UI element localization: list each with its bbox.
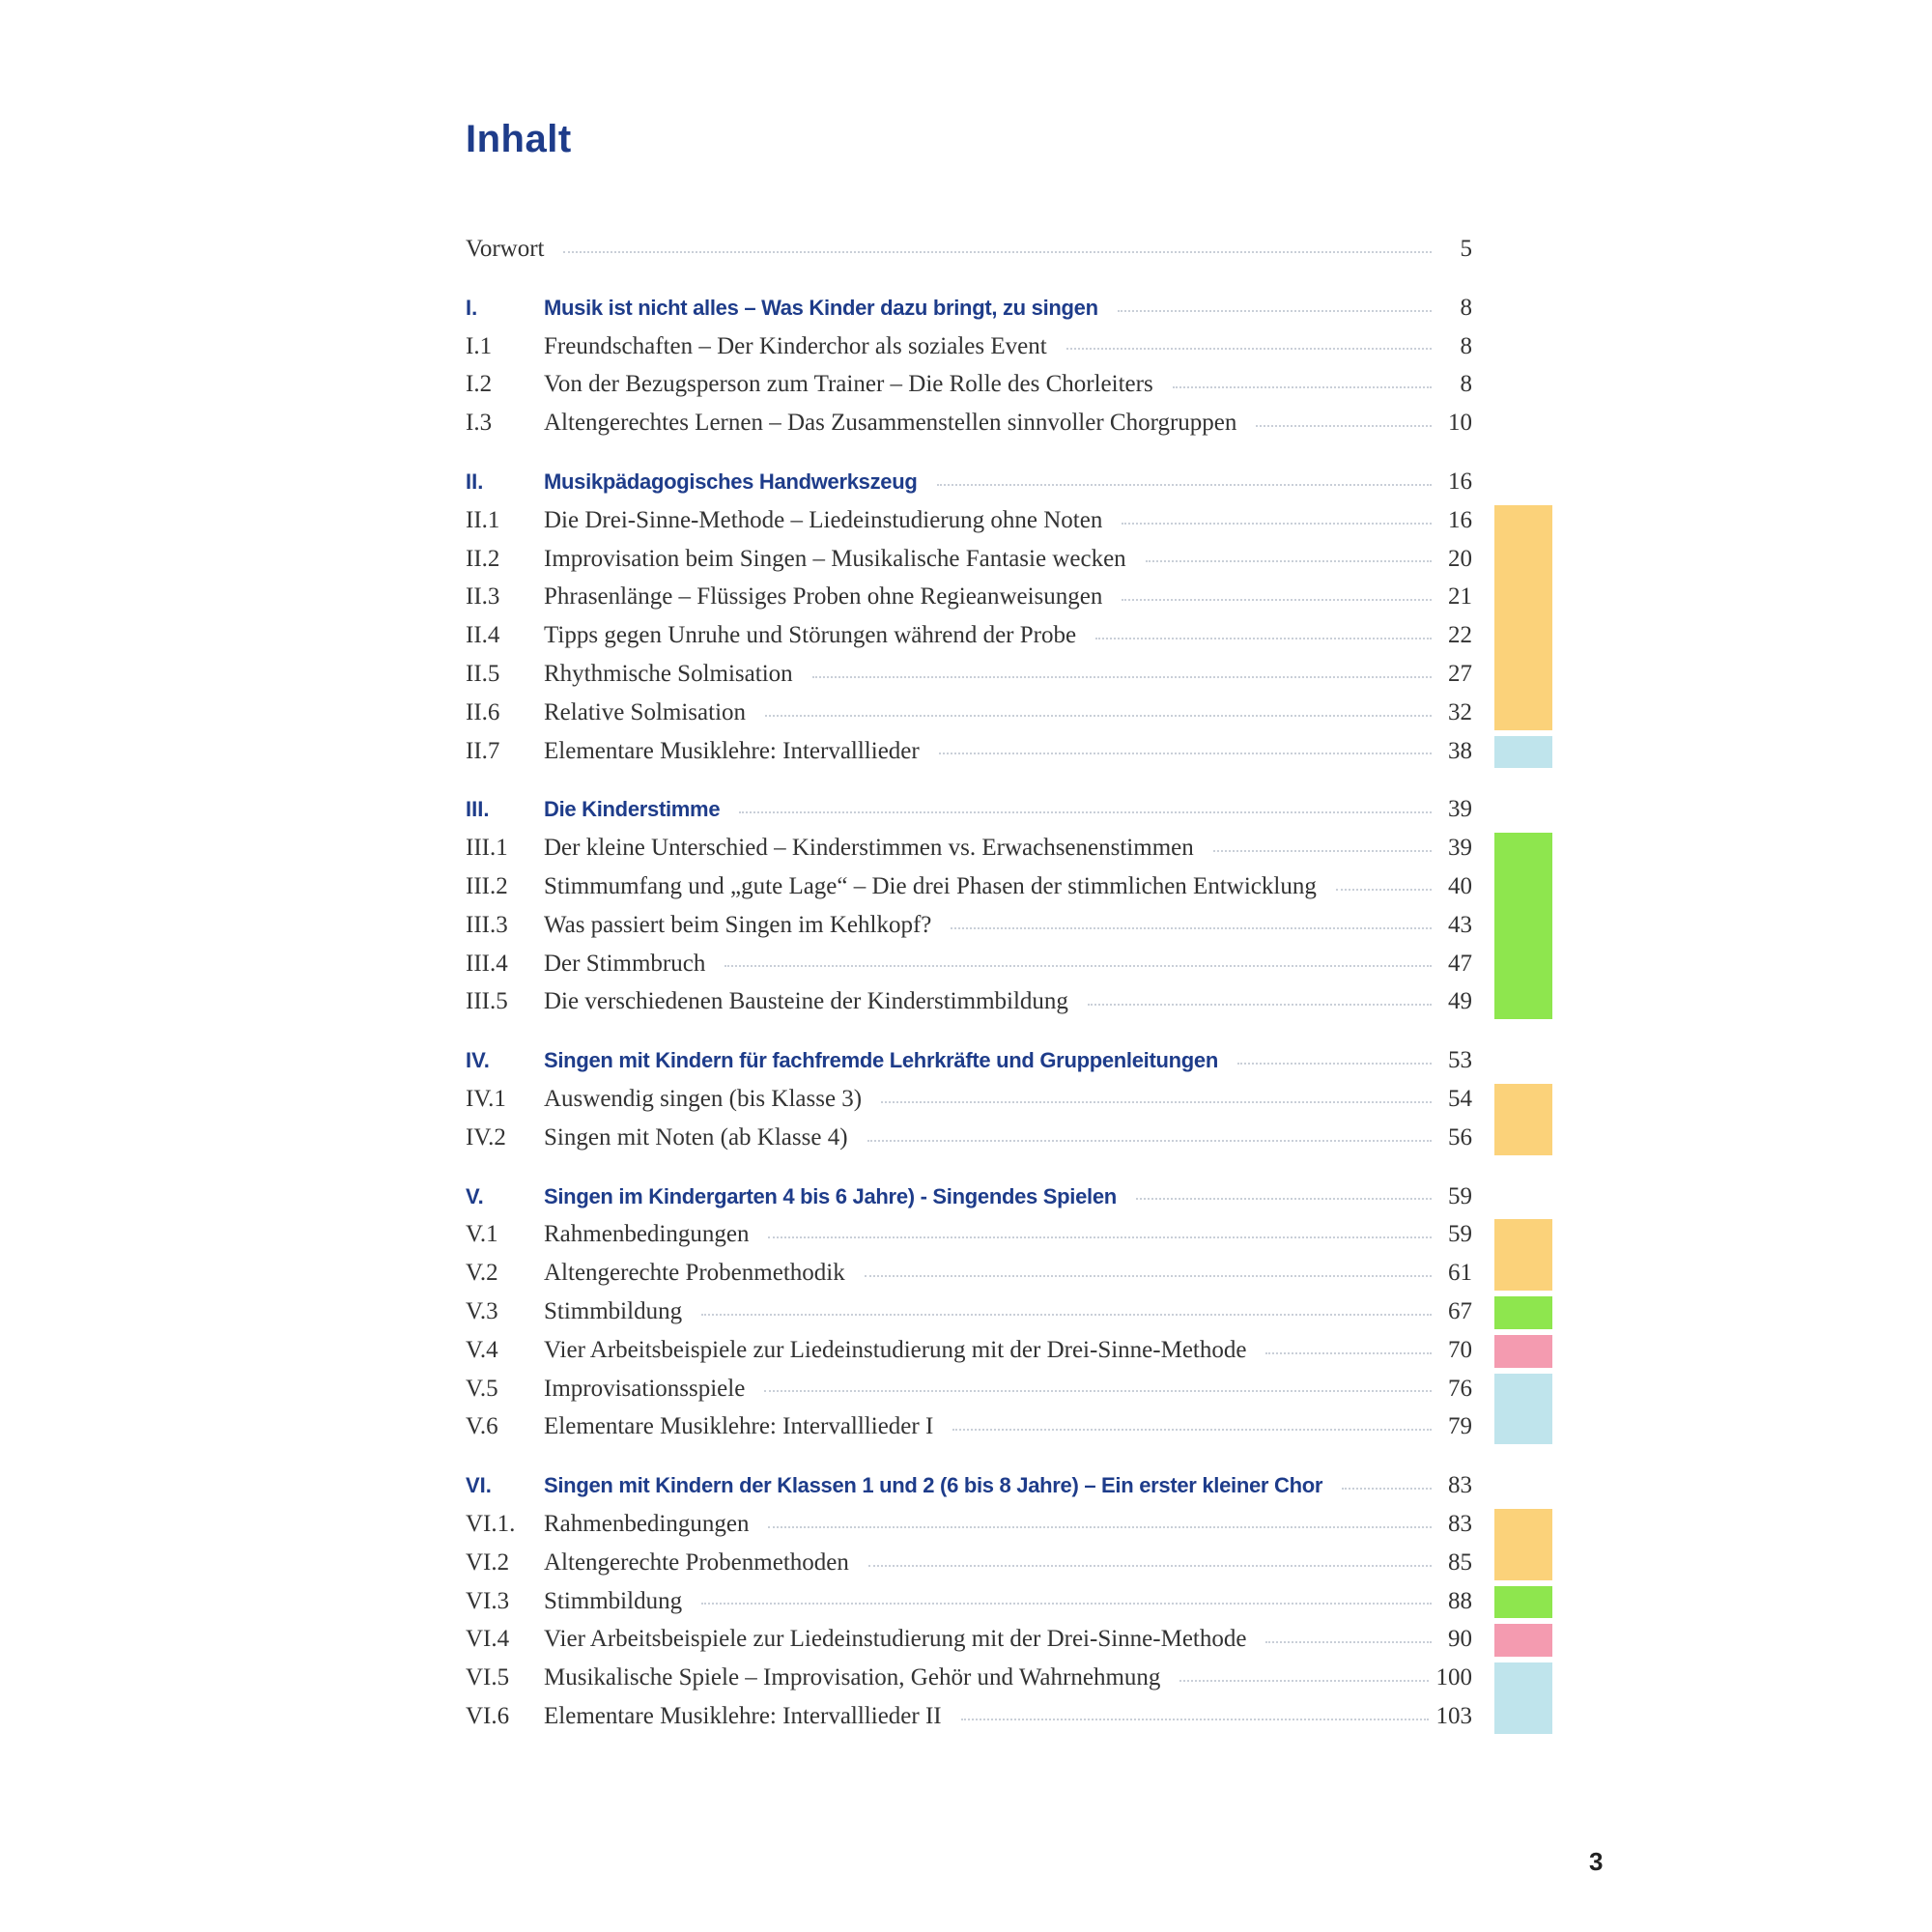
toc-page-number: 61 [1448,1260,1472,1287]
dot-leader [961,1719,1429,1720]
toc-page-number: 56 [1448,1123,1472,1151]
dot-leader [867,1140,1432,1142]
dot-leader [881,1101,1432,1103]
toc-entry-title: Elementare Musiklehre: Intervalllieder II [544,1702,942,1729]
toc-page-number: 47 [1448,950,1472,977]
dot-leader [764,1390,1432,1392]
dot-leader [1173,386,1432,388]
toc-entry-title: Singen mit Noten (ab Klasse 4) [544,1123,848,1151]
toc-entry-number: V.2 [466,1260,498,1287]
toc-entry-number: I.2 [466,371,493,398]
toc-row[interactable] [466,327,1472,366]
toc-entry-number: II.2 [466,545,500,572]
toc-row[interactable] [466,655,1472,694]
toc-entry-number: VI.5 [466,1664,510,1691]
toc-entry-title: Improvisationsspiele [544,1375,746,1402]
toc-page-number: 27 [1448,660,1472,687]
toc-row[interactable] [466,1407,1472,1446]
toc-page-number: 16 [1448,506,1472,533]
chapter-tab-blue [1494,1374,1552,1445]
toc-row[interactable] [466,732,1472,771]
toc-page-number: 79 [1448,1413,1472,1440]
toc-entry-number: VI.1. [466,1510,516,1537]
toc-entry-number: IV. [466,1048,490,1073]
chapter-tab-blue [1494,736,1552,769]
toc-entry-number: IV.2 [466,1123,506,1151]
toc-page-number: 8 [1460,294,1472,321]
toc-entry-number: I.1 [466,332,493,359]
toc-entry-title: Musik ist nicht alles – Was Kinder dazu bringt, zu singen [544,295,1098,320]
toc-entry-title: Altengerechte Probenmethodik [544,1260,845,1287]
table-of-contents [466,230,1472,1736]
dot-leader [724,965,1432,967]
dot-leader [701,1314,1432,1316]
toc-entry-title: Rahmenbedingungen [544,1221,750,1248]
toc-row[interactable] [466,365,1472,404]
dot-leader [937,484,1432,486]
toc-entry-number: II.4 [466,622,500,649]
dot-leader [768,1526,1432,1528]
toc-entry-title: Freundschaften – Der Kinderchor als soziales Event [544,332,1047,359]
toc-page-number: 39 [1448,835,1472,862]
toc-page-number: 88 [1448,1587,1472,1614]
toc-row[interactable] [466,1582,1472,1621]
toc-row[interactable] [466,982,1472,1021]
toc-page-number: 8 [1460,371,1472,398]
toc-entry-number: II.7 [466,737,500,764]
dot-leader [1118,310,1432,312]
toc-page-number: 83 [1448,1510,1472,1537]
toc-page-number: 59 [1448,1221,1472,1248]
chapter-color-tabs [1494,0,1552,1932]
toc-entry-number: VI.4 [466,1626,510,1653]
dot-leader [865,1275,1432,1277]
toc-entry-number: VI.6 [466,1702,510,1729]
toc-row[interactable] [466,1505,1472,1544]
toc-page-number: 16 [1448,468,1472,495]
toc-page-number: 39 [1448,796,1472,823]
toc-entry-title: Musikpädagogisches Handwerkszeug [544,469,918,494]
dot-leader [1237,1063,1432,1065]
toc-chapter-row[interactable] [466,289,1472,327]
toc-row[interactable] [466,1659,1472,1697]
toc-entry-number: V. [466,1183,484,1208]
toc-page-number: 70 [1448,1336,1472,1363]
dot-leader [1136,1198,1432,1200]
toc-entry-number: V.6 [466,1413,498,1440]
dot-leader [765,715,1432,717]
toc-page-number: 54 [1448,1085,1472,1112]
toc-page-number: 67 [1448,1297,1472,1324]
toc-page-number: 43 [1448,911,1472,938]
chapter-tab-pink [1494,1335,1552,1368]
toc-entry-title: Altengerechtes Lernen – Das Zusammenstellen sinnvoller Chorgruppen [544,410,1237,437]
toc-page-number: 59 [1448,1182,1472,1209]
dot-leader [1122,599,1432,601]
toc-page-number: 22 [1448,622,1472,649]
dot-leader [563,251,1432,253]
toc-row[interactable] [466,1080,1472,1119]
toc-row[interactable] [466,1293,1472,1331]
toc-entry-number: III.1 [466,835,508,862]
dot-leader [1342,1488,1432,1490]
toc-page-number: 21 [1448,583,1472,611]
toc-entry-title: Die verschiedenen Bausteine der Kinderstimmbildung [544,988,1068,1015]
toc-entry-number: II.1 [466,506,500,533]
toc-chapter-row[interactable] [466,790,1472,829]
toc-entry-title: Die Drei-Sinne-Methode – Liedeinstudierung ohne Noten [544,506,1103,533]
toc-page-number: 53 [1448,1047,1472,1074]
toc-row[interactable] [466,867,1472,906]
toc-entry-number: V.3 [466,1297,498,1324]
toc-entry-number: V.4 [466,1336,498,1363]
toc-page-number: 76 [1448,1375,1472,1402]
dot-leader [1088,1004,1432,1006]
toc-entry-number: II. [466,469,484,494]
toc-entry-number: III.2 [466,872,508,899]
chapter-tab-green [1494,1586,1552,1619]
toc-row[interactable] [466,1215,1472,1254]
chapter-tab-orange [1494,505,1552,730]
toc-chapter-row[interactable] [466,1041,1472,1080]
toc-entry-number: VI. [466,1473,492,1498]
toc-row[interactable] [466,1544,1472,1582]
toc-row[interactable] [466,1331,1472,1370]
toc-entry-title: Singen mit Kindern für fachfremde Lehrkräfte und Gruppenleitungen [544,1048,1219,1073]
toc-chapter-row[interactable] [466,1178,1472,1216]
dot-leader [812,676,1432,678]
chapter-tab-orange [1494,1219,1552,1291]
toc-entry-number: III. [466,797,490,822]
toc-chapter-row[interactable] [466,463,1472,501]
toc-entry-title: Altengerechte Probenmethoden [544,1548,849,1576]
toc-row[interactable] [466,1697,1472,1736]
toc-entry-number: III.4 [466,950,508,977]
toc-page-number: 100 [1435,1664,1472,1691]
toc-entry-title: Stimmbildung [544,1587,683,1614]
toc-row[interactable] [466,945,1472,983]
dot-leader [1256,425,1432,427]
dot-leader [1066,348,1432,350]
dot-leader [939,753,1432,754]
toc-entry-title: Die Kinderstimme [544,797,721,822]
chapter-tab-pink [1494,1624,1552,1657]
toc-entry-title: Vier Arbeitsbeispiele zur Liedeinstudierung mit der Drei-Sinne-Methode [544,1336,1247,1363]
toc-entry-title: Stimmumfang und „gute Lage“ – Die drei Phasen der stimmlichen Entwicklung [544,872,1317,899]
toc-entry-number: II.5 [466,660,500,687]
dot-leader [951,927,1432,929]
toc-page-number: 32 [1448,698,1472,725]
dot-leader [701,1603,1432,1605]
toc-entry-number: VI.3 [466,1587,510,1614]
dot-leader [1265,1352,1432,1354]
toc-page-number: 103 [1435,1702,1472,1729]
toc-page-number: 90 [1448,1626,1472,1653]
dot-leader [768,1236,1432,1238]
dot-leader [739,811,1432,813]
toc-chapter-row[interactable] [466,1466,1472,1505]
toc-entry-number: III.3 [466,911,508,938]
toc-entry-number: IV.1 [466,1085,506,1112]
toc-entry-number: V.1 [466,1221,498,1248]
toc-entry-title: Was passiert beim Singen im Kehlkopf? [544,911,932,938]
chapter-tab-green [1494,833,1552,1019]
toc-entry-title: Rahmenbedingungen [544,1510,750,1537]
toc-page-number: 49 [1448,988,1472,1015]
dot-leader [952,1429,1432,1431]
toc-page-number: 10 [1448,410,1472,437]
toc-entry-title: Singen im Kindergarten 4 bis 6 Jahre) - Singendes Spielen [544,1183,1117,1208]
toc-entry-number: I.3 [466,410,493,437]
toc-page-number: 5 [1460,236,1472,262]
toc-entry-title: Elementare Musiklehre: Intervalllieder I [544,1413,934,1440]
toc-page-number: 38 [1448,737,1472,764]
toc-entry-title: Elementare Musiklehre: Intervalllieder [544,737,920,764]
toc-entry-number: I. [466,295,478,320]
dot-leader [1213,850,1432,852]
toc-row[interactable] [466,1620,1472,1659]
toc-entry-title: Vier Arbeitsbeispiele zur Liedeinstudierung mit der Drei-Sinne-Methode [544,1626,1247,1653]
toc-entry-title: Rhythmische Solmisation [544,660,793,687]
toc-entry-title: Vorwort [466,236,545,262]
toc-entry-title: Stimmbildung [544,1297,683,1324]
toc-entry-number: II.3 [466,583,500,611]
toc-row[interactable] [466,501,1472,540]
toc-entry-title: Relative Solmisation [544,698,747,725]
toc-row[interactable] [466,1254,1472,1293]
chapter-tab-green [1494,1296,1552,1329]
toc-page-number: 20 [1448,545,1472,572]
dot-leader [1122,523,1432,525]
dot-leader [1265,1641,1432,1643]
toc-entry-number: VI.2 [466,1548,510,1576]
toc-entry-title: Von der Bezugsperson zum Trainer – Die Rolle des Chorleiters [544,371,1153,398]
toc-row[interactable] [466,906,1472,945]
toc-row[interactable] [466,404,1472,442]
toc-row[interactable] [466,230,1472,269]
toc-row[interactable] [466,578,1472,616]
toc-entry-number: III.5 [466,988,508,1015]
toc-page-number: 40 [1448,872,1472,899]
toc-row[interactable] [466,829,1472,867]
chapter-tab-orange [1494,1509,1552,1580]
toc-row[interactable] [466,694,1472,732]
toc-entry-number: V.5 [466,1375,498,1402]
toc-entry-title: Der kleine Unterschied – Kinderstimmen vs. Erwachsenenstimmen [544,835,1194,862]
toc-entry-title: Singen mit Kindern der Klassen 1 und 2 (6 bis 8 Jahre) – Ein erster kleiner Chor [544,1473,1323,1498]
dot-leader [1336,889,1432,891]
toc-entry-number: II.6 [466,698,500,725]
toc-entry-title: Der Stimmbruch [544,950,706,977]
toc-entry-title: Auswendig singen (bis Klasse 3) [544,1085,863,1112]
toc-row[interactable] [466,1119,1472,1157]
toc-entry-title: Musikalische Spiele – Improvisation, Gehör und Wahrnehmung [544,1664,1161,1691]
chapter-tab-orange [1494,1084,1552,1155]
toc-entry-title: Tipps gegen Unruhe und Störungen während der Probe [544,622,1077,649]
chapter-tab-blue [1494,1662,1552,1734]
toc-page-number: 8 [1460,332,1472,359]
page-number: 3 [1589,1847,1604,1876]
toc-row[interactable] [466,1370,1472,1408]
dot-leader [1095,638,1432,639]
page-title: Inhalt [466,118,572,160]
toc-entry-title: Improvisation beim Singen – Musikalische Fantasie wecken [544,545,1126,572]
toc-entry-title: Phrasenlänge – Flüssiges Proben ohne Regieanweisungen [544,583,1103,611]
toc-row[interactable] [466,616,1472,655]
toc-row[interactable] [466,540,1472,579]
toc-page-number: 85 [1448,1548,1472,1576]
dot-leader [1146,560,1432,562]
toc-page-number: 83 [1448,1472,1472,1499]
dot-leader [868,1565,1432,1567]
dot-leader [1179,1680,1428,1682]
